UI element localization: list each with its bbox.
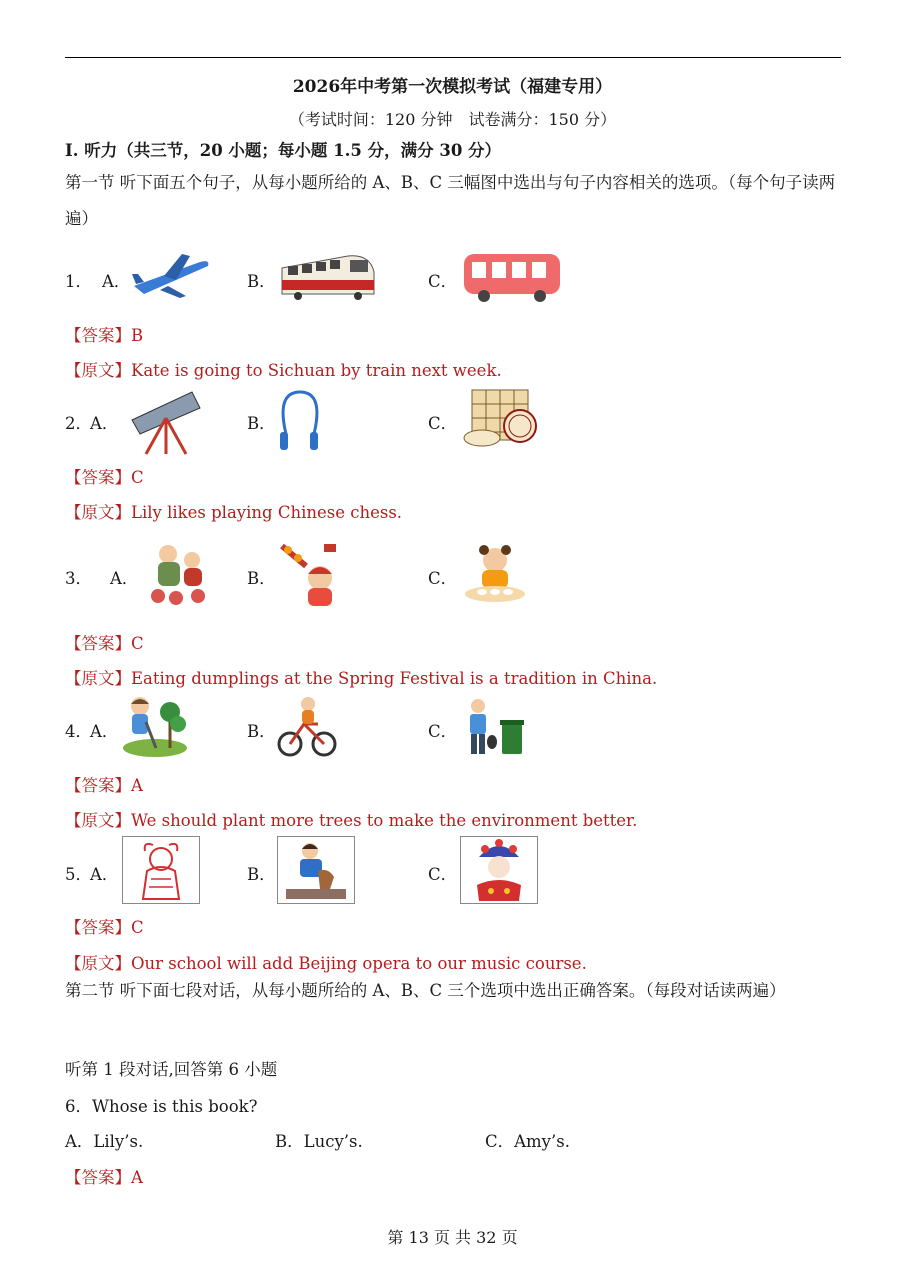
q1-answer: 【答案】B (65, 326, 144, 345)
bus-icon (462, 250, 562, 304)
q2-option-c-label: C． (428, 414, 458, 433)
q3-number: 3． (65, 569, 92, 588)
girl-eating-dumplings-icon (462, 540, 528, 606)
jump-rope-icon (270, 388, 330, 454)
q2-answer: 【答案】C (65, 468, 144, 487)
q3-script: 【原文】Eating dumplings at the Spring Festival is a tradition in China. (65, 669, 658, 688)
q5-option-c-label: C． (428, 865, 458, 884)
q2-script: 【原文】Lily likes playing Chinese chess. (65, 503, 403, 522)
pottery-frame (277, 836, 355, 904)
q5-number: 5． (65, 865, 92, 884)
train-icon (278, 250, 378, 302)
q5-script: 【原文】Our school will add Beijing opera to our music course. (65, 954, 587, 973)
airplane-icon (130, 250, 212, 300)
q5-option-a-label: A． (90, 865, 119, 884)
q5-option-b-label: B． (247, 865, 276, 884)
part1-instruction: 第一节 听下面五个句子，从每小题所给的 A、B、C 三幅图中选出与句子内容相关的选项。（每个句子读两遍） (65, 173, 836, 228)
q6-question: 6．Whose is this book? (65, 1097, 258, 1116)
q2-number: 2． (65, 414, 92, 433)
q1-script: 【原文】Kate is going to Sichuan by train next week. (65, 361, 502, 380)
q3-option-b-label: B． (247, 569, 276, 588)
header-rule (65, 57, 841, 58)
q6-option-a: A．Lily’s. (65, 1132, 144, 1151)
beijing-opera-icon (461, 837, 537, 903)
q6-option-c: C．Amy’s. (485, 1132, 570, 1151)
recycling-bin-icon (464, 696, 526, 758)
q2-option-a-label: A． (90, 414, 119, 433)
planting-tree-icon (122, 692, 188, 758)
q1-option-c-label: C． (428, 272, 458, 291)
page-footer: 第 13 页 共 32 页 (387, 1228, 518, 1247)
q2-option-b-label: B． (247, 414, 276, 433)
q4-option-c-label: C． (428, 722, 458, 741)
section-heading: I. 听力（共三节，20 小题；每小题 1.5 分，满分 30 分） (65, 141, 502, 160)
q4-option-b-label: B． (247, 722, 276, 741)
q4-option-a-label: A． (90, 722, 119, 741)
paper-cutting-frame (122, 836, 200, 904)
telescope-icon (122, 386, 212, 456)
q6-answer: 【答案】A (65, 1168, 143, 1187)
q1-option-a-label: A． (102, 272, 131, 291)
q4-number: 4． (65, 722, 92, 741)
q4-script: 【原文】We should plant more trees to make the environment better. (65, 811, 638, 830)
q1-number: 1． (65, 272, 92, 291)
chinese-chess-icon (462, 388, 540, 452)
q1-option-b-label: B． (247, 272, 276, 291)
q4-answer: 【答案】A (65, 776, 143, 795)
family-making-food-icon (140, 540, 220, 606)
q3-option-c-label: C． (428, 569, 458, 588)
dialogue1-intro: 听第 1 段对话,回答第 6 小题 (65, 1060, 278, 1079)
q5-answer: 【答案】C (65, 918, 144, 937)
firecracker-child-icon (276, 540, 346, 610)
q3-answer: 【答案】C (65, 634, 144, 653)
pottery-making-icon (278, 837, 354, 903)
beijing-opera-frame (460, 836, 538, 904)
exam-title: 2026年中考第一次模拟考试（福建专用） (292, 77, 613, 97)
q6-option-b: B．Lucy’s. (275, 1132, 363, 1151)
paper-cutting-icon (123, 837, 199, 903)
part2-instruction: 第二节 听下面七段对话，从每小题所给的 A、B、C 三个选项中选出正确答案。（每段对话读两遍） (65, 981, 786, 1000)
bicycle-rider-icon (276, 694, 338, 760)
q3-option-a-label: A． (110, 569, 139, 588)
exam-subtitle: （考试时间：120 分钟 试卷满分：150 分） (288, 110, 617, 129)
